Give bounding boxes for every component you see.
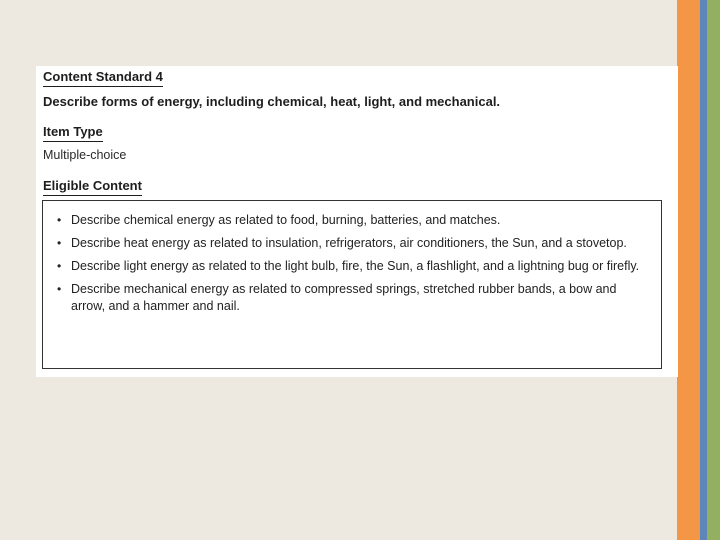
list-item-text: Describe heat energy as related to insulation, refrigerators, air conditioners, the Sun, and a stovetop. [71,236,627,250]
list-item [43,281,661,315]
standard-heading: Content Standard 4 [43,69,163,87]
list-item [43,212,661,229]
decorative-stripe-orange [677,0,700,540]
decorative-stripe-green [707,0,720,540]
bullet-icon: • [57,236,62,250]
decorative-stripe-blue [700,0,707,540]
list-item [43,235,661,252]
list-item-text: Describe mechanical energy as related to compressed springs, stretched rubber bands, a bow and arrow, and a hammer and nail. [71,282,617,313]
bullet-icon: • [57,259,62,273]
list-item [43,258,661,275]
item-type-heading: Item Type [43,124,103,142]
eligible-content-box [42,200,662,369]
list-item-text: Describe chemical energy as related to food, burning, batteries, and matches. [71,213,501,227]
eligible-content-heading: Eligible Content [43,178,142,196]
bullet-icon: • [57,213,62,227]
standard-description: Describe forms of energy, including chemical, heat, light, and mechanical. [43,94,501,109]
item-type-value: Multiple-choice [43,148,127,162]
list-item-text: Describe light energy as related to the light bulb, fire, the Sun, a flashlight, and a lightning bug or firefly. [71,259,640,273]
bullet-icon: • [57,282,62,296]
eligible-content-list [43,212,661,321]
document-excerpt [36,66,678,377]
